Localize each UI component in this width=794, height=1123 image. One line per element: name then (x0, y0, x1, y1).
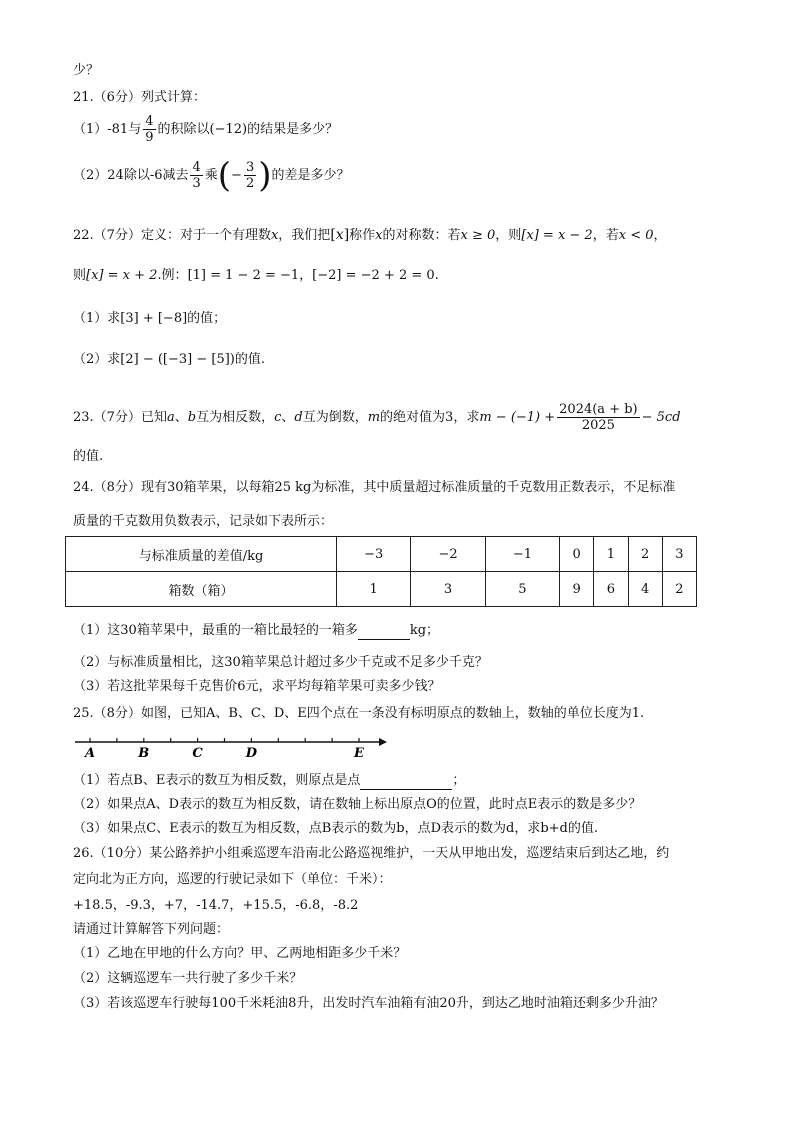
fraction: $\frac{4}{9}$ (145, 114, 154, 145)
q24-line2: 质量的千克数用负数表示，记录如下表所示： (73, 514, 334, 529)
table-cell: 3 (662, 537, 696, 572)
continued-text: 少？ (73, 63, 100, 78)
q21-part1: （1）-81与 $\frac{4}{9}$ 的积除以(−12)的结果是多少？ (73, 114, 339, 145)
table-cell: 1 (594, 537, 628, 572)
q22-line2: 则[x] = x + 2.例：[1] = 1 − 2 = −1，[−2] = −2 + 2 = 0. (73, 268, 439, 283)
table-cell: −3 (337, 537, 411, 572)
q22-part1: （1）求[3] + [−8]的值； (73, 311, 227, 326)
q26-line1: 26.（10分）某公路养护小组乘巡逻车沿南北公路巡视维护，一天从甲地出发，巡逻结束后到达乙地，约 (73, 846, 670, 861)
fraction: $\frac{3}{2}$ (245, 160, 255, 191)
table-cell: 1 (337, 572, 411, 607)
q23-line1: 23.（7分）已知a、b互为相反数，c、d互为倒数，m的绝对值为3，求m − (−1) + $\frac{2024(a + b)}{2025}$ − 5cd (73, 402, 681, 433)
q25-part3: （3）如果点C、E表示的数互为相反数，点B表示的数为b，点D表示的数为d，求b+d的值. (73, 821, 598, 836)
table-cell: 0 (560, 537, 594, 572)
table-cell: 9 (560, 572, 594, 607)
fraction: $\frac{4}{3}$ (192, 160, 201, 191)
table-cell: 6 (594, 572, 628, 607)
q21-title: 21.（6分）列式计算： (73, 90, 206, 105)
point-labels (83, 746, 365, 761)
q26-line2: 定向北为正方向，巡逻的行驶记录如下（单位：千米）： (73, 872, 392, 887)
q24-line1: 24.（8分）现有30箱苹果，以每箱25 kg为标准，其中质量超过标准质量的千克数用正数表示，不足标准 (73, 480, 676, 495)
q25-part1: （1）若点B、E表示的数互为相反数，则原点是点 ； (73, 773, 466, 788)
point-label: C (192, 746, 203, 761)
answer-blank[interactable] (360, 775, 452, 790)
arrow-icon (379, 738, 387, 746)
table-header-cell: 箱数（箱） (66, 572, 337, 607)
q21-part2: （2）24除以-6减去 $\frac{4}{3}$ 乘(− $\frac{3}{2}$ )的差是多少？ (73, 155, 350, 196)
q26-part1: （1）乙地在甲地的什么方向？甲、乙两地相距多少千米？ (73, 946, 407, 961)
table-cell: −1 (485, 537, 559, 572)
number-line-figure (73, 732, 393, 762)
q24-part1: （1）这30箱苹果中，最重的一箱比最轻的一箱多 kg； (73, 623, 440, 638)
point-label: E (354, 746, 364, 761)
table-cell: 2 (662, 572, 696, 607)
fraction: $\frac{2024(a + b)}{2025}$ (559, 402, 638, 433)
table-header-cell: 与标准质量的差值/kg (66, 537, 337, 572)
table-cell: 2 (628, 537, 662, 572)
table-cell: −2 (411, 537, 485, 572)
q26-part3: （3）若该巡逻车行驶每100千米耗油8升，出发时汽车油箱有油20升，到达乙地时油箱还剩多少升油？ (73, 996, 664, 1011)
q22-line1: 22.（7分）定义：对于一个有理数x，我们把[x]称作x的对称数：若x ≥ 0，则[x] = x − 2，若x < 0， (73, 227, 667, 243)
q23-tail: 的值. (73, 449, 104, 464)
q26-data: +18.5，-9.3，+7，-14.7，+15.5，-6.8，-8.2 (73, 898, 359, 913)
table-cell: 3 (411, 572, 485, 607)
point-label: B (138, 746, 150, 761)
q26-part2: （2）这辆巡逻车一共行驶了多少千米？ (73, 971, 303, 986)
table-row (66, 537, 697, 572)
table-cell: 4 (628, 572, 662, 607)
data-table (65, 536, 697, 607)
answer-blank[interactable] (358, 625, 410, 640)
q24-part2: （2）与标准质量相比，这30箱苹果总计超过多少千克或不足多少千克？ (73, 655, 488, 670)
table-row (66, 572, 697, 607)
q22-part2: （2）求[2] − ([−3] − [5])的值. (73, 352, 266, 367)
q26-intro: 请通过计算解答下列问题： (73, 922, 230, 937)
q25-line1: 25.（8分）如图，已知A、B、C、D、E四个点在一条没有标明原点的数轴上，数轴的单位长度为1. (73, 706, 645, 721)
q25-part2: （2）如果点A、D表示的数互为相反数，请在数轴上标出原点O的位置，此时点E表示的数是多少？ (73, 797, 642, 812)
table-cell: 5 (485, 572, 559, 607)
point-label: A (84, 746, 96, 761)
point-label: D (245, 746, 258, 761)
q24-part3: （3）若这批苹果每千克售价6元，求平均每箱苹果可卖多少钱？ (73, 679, 441, 694)
